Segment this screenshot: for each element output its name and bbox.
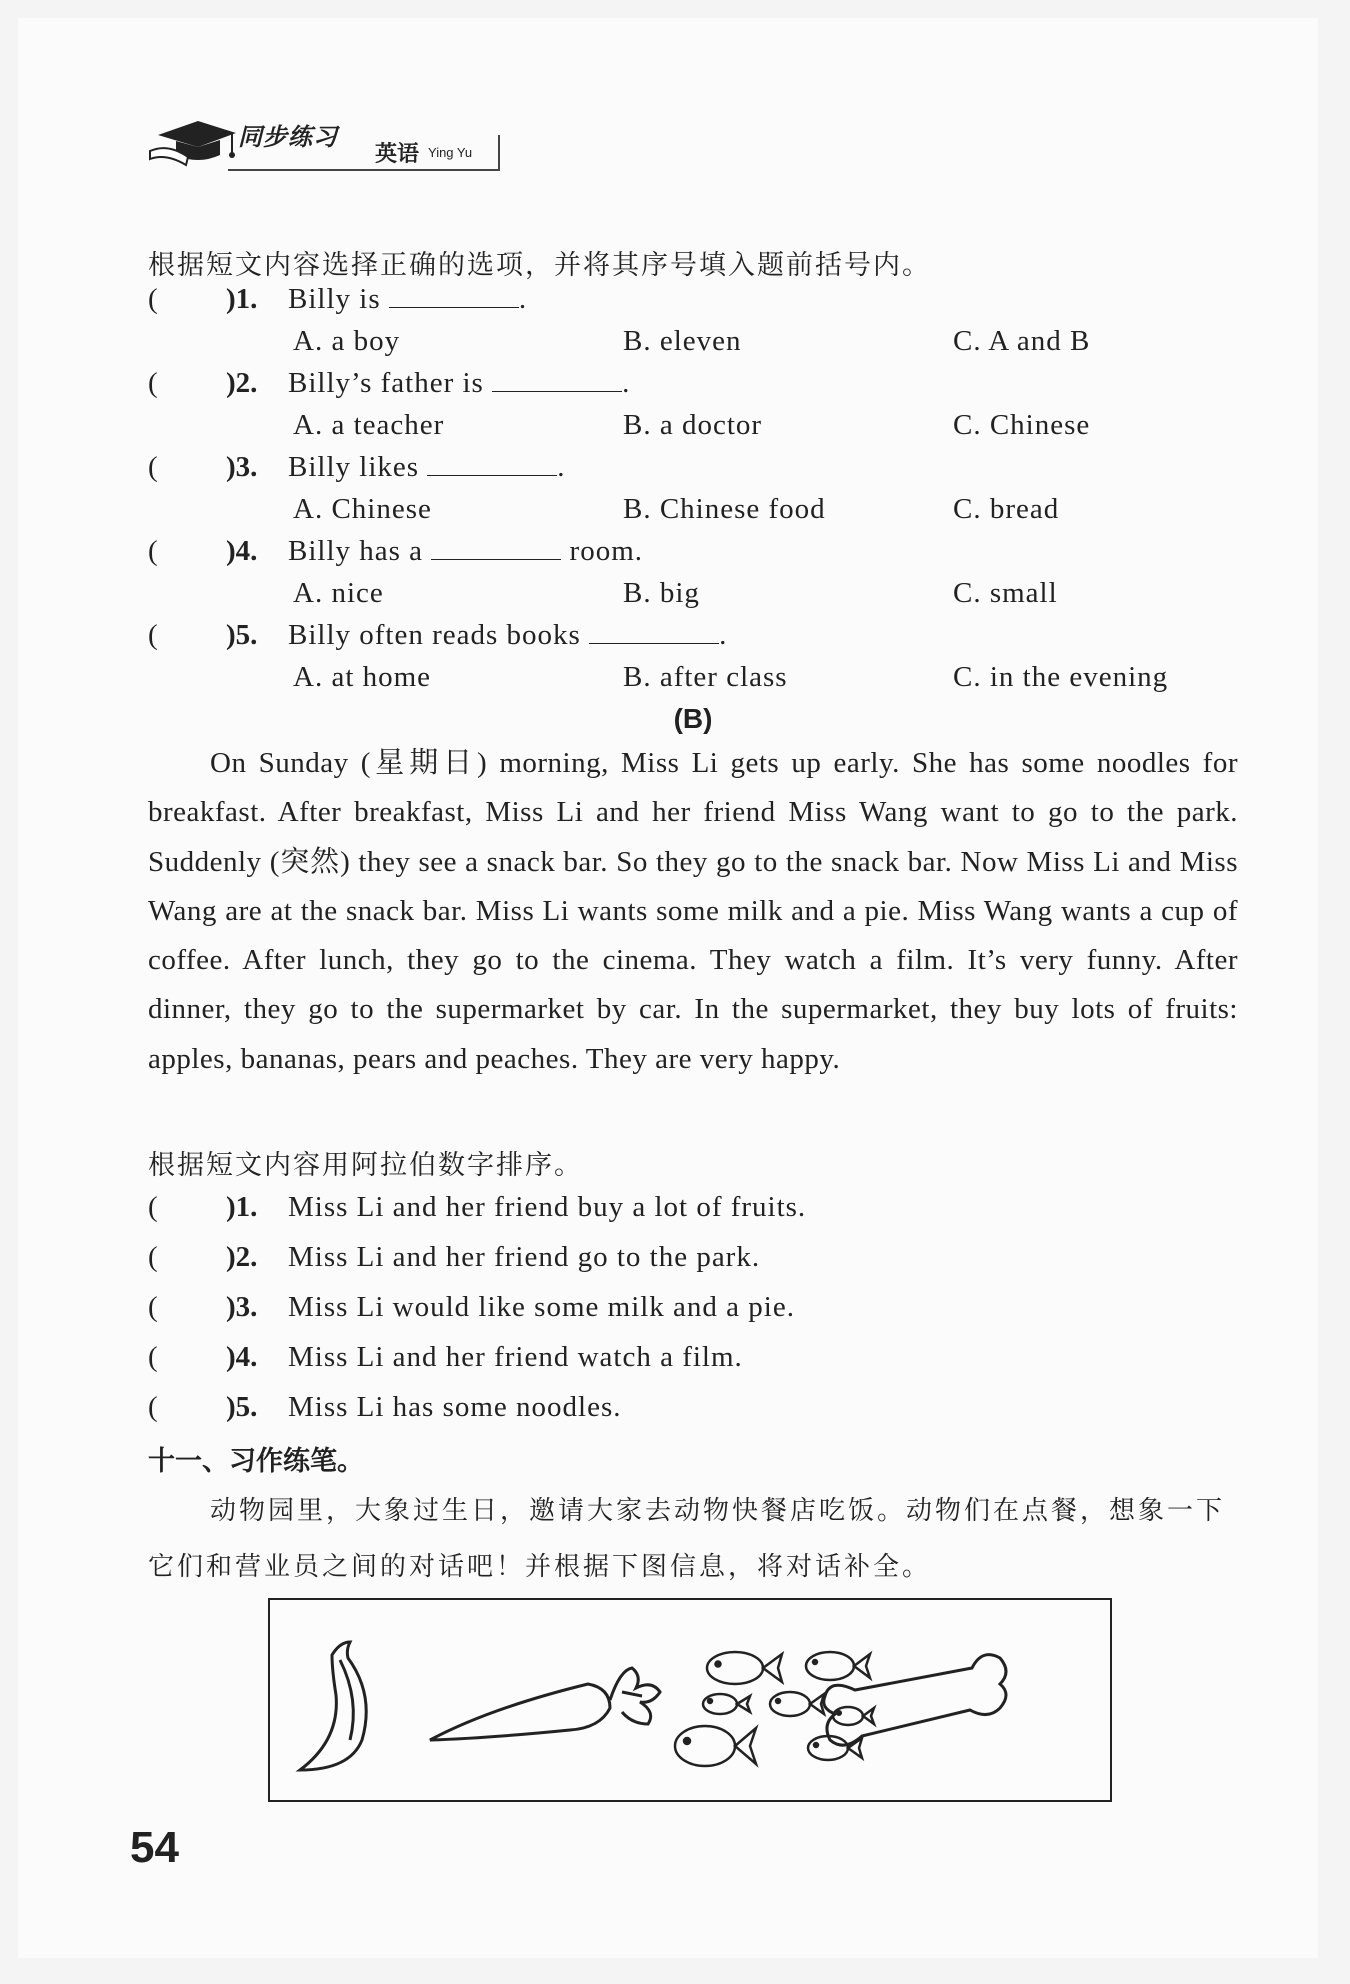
option-a[interactable]: A. Chinese <box>293 493 432 525</box>
ordering-item <box>148 1291 1238 1331</box>
question-number: )4. <box>226 535 258 567</box>
answer-bracket[interactable]: ( <box>148 451 158 483</box>
question-text: Billy often reads books . <box>288 619 728 651</box>
answer-bracket[interactable]: ( <box>148 1391 158 1423</box>
option-c[interactable]: C. in the evening <box>953 661 1169 693</box>
option-b[interactable]: B. a doctor <box>623 409 763 441</box>
option-b[interactable]: B. Chinese food <box>623 493 826 525</box>
page-header <box>148 113 498 178</box>
option-c[interactable]: C. bread <box>953 493 1060 525</box>
header-rule <box>228 169 498 171</box>
option-b[interactable]: B. big <box>623 577 700 609</box>
item-text: Miss Li and her friend go to the park. <box>288 1241 761 1273</box>
question-row <box>148 367 1238 407</box>
banana-icon <box>300 1642 366 1770</box>
part-a-instruction: 根据短文内容选择正确的选项，并将其序号填入题前括号内。 <box>148 250 931 281</box>
options-row <box>148 661 1238 701</box>
option-a[interactable]: A. a boy <box>293 325 401 357</box>
question-row <box>148 535 1238 575</box>
page-number: 54 <box>130 1823 179 1872</box>
fish-icon <box>675 1652 874 1766</box>
options-row <box>148 325 1238 365</box>
option-c[interactable]: C. small <box>953 577 1058 609</box>
carrot-icon <box>430 1668 660 1740</box>
answer-bracket[interactable]: ( <box>148 283 158 315</box>
ordering-item <box>148 1341 1238 1381</box>
bone-icon <box>824 1655 1006 1745</box>
item-text: Miss Li would like some milk and a pie. <box>288 1291 795 1323</box>
answer-blank[interactable] <box>589 621 719 644</box>
option-a[interactable]: A. nice <box>293 577 384 609</box>
options-row <box>148 409 1238 449</box>
item-number: )1. <box>226 1191 258 1223</box>
subject-label: 英语 <box>375 142 420 167</box>
workbook-page <box>18 18 1318 1958</box>
question-text: Billy’s father is . <box>288 367 631 399</box>
item-number: )2. <box>226 1241 258 1273</box>
part-b-instruction: 根据短文内容用阿拉伯数字排序。 <box>148 1150 583 1181</box>
question-text: Billy is . <box>288 283 528 315</box>
question-text: Billy has a room. <box>288 535 644 567</box>
item-number: )4. <box>226 1341 258 1373</box>
option-c[interactable]: C. Chinese <box>953 409 1091 441</box>
answer-bracket[interactable]: ( <box>148 535 158 567</box>
answer-blank[interactable] <box>389 285 519 308</box>
item-text: Miss Li has some noodles. <box>288 1391 622 1423</box>
answer-bracket[interactable]: ( <box>148 1191 158 1223</box>
question-number: )2. <box>226 367 258 399</box>
question-number: )3. <box>226 451 258 483</box>
answer-blank[interactable] <box>492 369 622 392</box>
answer-blank[interactable] <box>431 537 561 560</box>
question-number: )1. <box>226 283 258 315</box>
question-text: Billy likes . <box>288 451 566 483</box>
answer-bracket[interactable]: ( <box>148 619 158 651</box>
option-c[interactable]: C. A and B <box>953 325 1091 357</box>
graduation-cap-icon <box>148 113 238 173</box>
item-number: )5. <box>226 1391 258 1423</box>
ordering-item <box>148 1391 1238 1431</box>
subject-pinyin: Ying Yu <box>428 145 473 160</box>
options-row <box>148 577 1238 617</box>
question-row <box>148 283 1238 323</box>
answer-bracket[interactable]: ( <box>148 1241 158 1273</box>
answer-bracket[interactable]: ( <box>148 1341 158 1373</box>
item-text: Miss Li and her friend watch a film. <box>288 1341 743 1373</box>
question-number: )5. <box>226 619 258 651</box>
item-text: Miss Li and her friend buy a lot of fruits. <box>288 1191 807 1223</box>
reading-passage: On Sunday (星期日) morning, Miss Li gets up early. She has some noodles for breakfast. After breakfast, Miss Li and her friend Miss Wang want to go to the park. Suddenly (突然) they see a snack bar. So they go to the snack bar. Now Miss Li and Miss Wang are at the snack bar. Miss Li wants some milk and a pie. Miss Wang wants a cup of coffee. After lunch, they go to the cinema. They watch a film. It’s very funny. After dinner, they go to the supermarket by car. In the supermarket, they buy lots of fruits: apples, bananas, pears and peaches. They are very happy. <box>148 747 1238 1075</box>
ordering-item <box>148 1241 1238 1281</box>
question-row <box>148 619 1238 659</box>
option-b[interactable]: B. eleven <box>623 325 742 357</box>
food-picture-box <box>268 1598 1112 1802</box>
section-11-intro: 动物园里，大象过生日，邀请大家去动物快餐店吃饭。动物们在点餐，想象一下它们和营业员之间的对话吧！并根据下图信息，将对话补全。 <box>148 1496 1226 1582</box>
answer-bracket[interactable]: ( <box>148 367 158 399</box>
subject-box <box>363 135 500 171</box>
item-number: )3. <box>226 1291 258 1323</box>
ordering-item <box>148 1191 1238 1231</box>
section-11-heading: 十一、习作练笔。 <box>148 1446 364 1477</box>
option-b[interactable]: B. after class <box>623 661 788 693</box>
answer-bracket[interactable]: ( <box>148 1291 158 1323</box>
option-a[interactable]: A. at home <box>293 661 432 693</box>
question-row <box>148 451 1238 491</box>
section-b-title: (B) <box>673 703 713 734</box>
options-row <box>148 493 1238 533</box>
option-a[interactable]: A. a teacher <box>293 409 445 441</box>
answer-blank[interactable] <box>427 453 557 476</box>
series-title: 同步练习 <box>238 123 338 151</box>
